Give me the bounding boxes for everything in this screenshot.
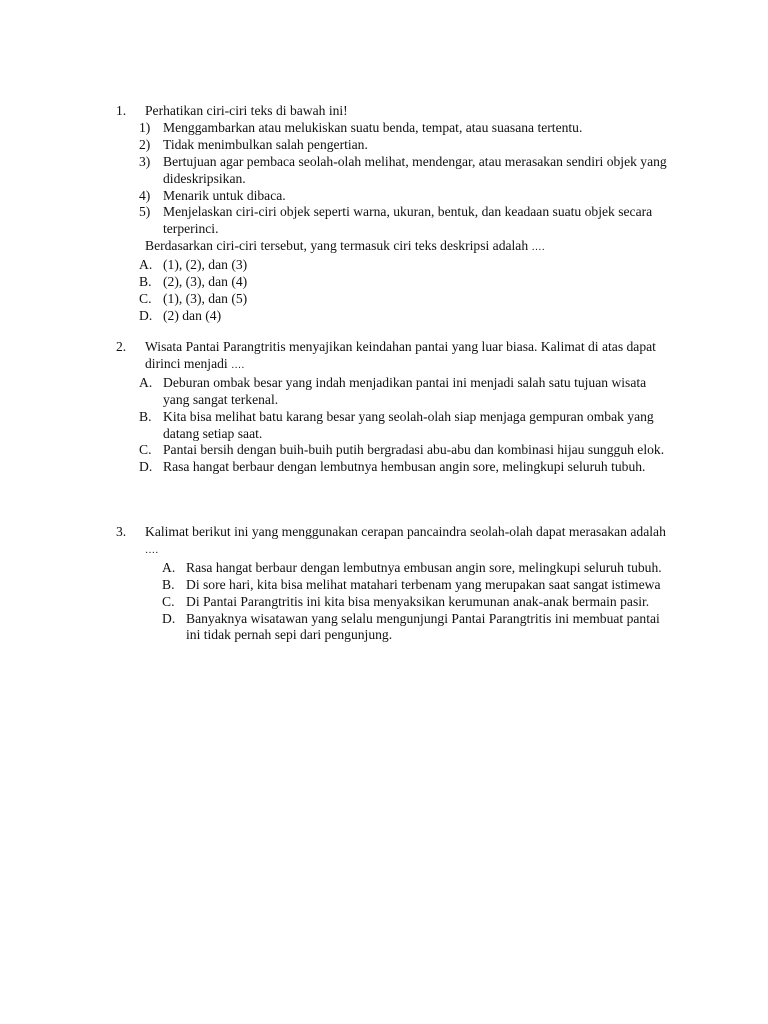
option-text: Rasa hangat berbaur dengan lembutnya hembusan angin sore, melingkupi seluruh tubuh. [163,459,646,475]
option-text: Pantai bersih dengan buih-buih putih bergradasi abu-abu dan kombinasi hijau sungguh elok. [163,442,665,458]
item-text: Menarik untuk dibaca. [163,187,286,203]
item-marker: 1) [139,119,151,135]
option-marker: D. [139,307,153,323]
option-marker: A. [162,559,176,575]
stem-ellipsis: …. [145,544,159,556]
question-1 [0,103,768,325]
answer-option[interactable] [0,291,768,308]
answer-option[interactable] [0,577,768,594]
option-marker: A. [139,374,153,390]
list-item [0,154,768,188]
question-3 [0,524,768,644]
question-stem [145,339,673,375]
item-marker: 2) [139,136,151,152]
answer-option[interactable] [0,442,768,459]
answer-option[interactable] [0,459,768,476]
list-item [0,188,768,205]
option-text: Rasa hangat berbaur dengan lembutnya embusan angin sore, melingkupi seluruh tubuh. [186,559,662,575]
option-marker: C. [139,442,152,458]
option-text: Di sore hari, kita bisa melihat matahari terbenam yang merupakan saat sangat istimewa [186,576,661,592]
option-marker: D. [162,610,176,626]
option-marker: A. [139,257,153,273]
option-text: Deburan ombak besar yang indah menjadikan pantai ini menjadi salah satu tujuan wisata yang sangat terkenal. [163,374,647,407]
stem-ellipsis: …. [231,359,245,371]
question-number: 3. [116,524,127,539]
question-2 [0,339,768,476]
option-text: (1), (2), dan (3) [163,257,248,273]
item-text: Tidak menimbulkan salah pengertian. [163,136,368,152]
option-text: Banyaknya wisatawan yang selalu mengunjungi Pantai Parangtritis ini membuat pantai ini tidak pernah sepi dari pengunjung. [186,610,660,643]
item-marker: 4) [139,187,151,203]
item-marker: 3) [139,153,151,169]
option-marker: C. [162,593,175,609]
option-marker: D. [139,459,153,475]
prompt-ellipsis: …. [531,242,546,254]
answer-option[interactable] [0,560,768,577]
option-marker: B. [162,576,175,592]
option-text: Kita bisa melihat batu karang besar yang seolah-olah siap menjaga gempuran ombak yang datang setiap saat. [163,408,654,441]
list-item [0,204,768,238]
option-marker: B. [139,274,152,290]
item-text: Bertujuan agar pembaca seolah-olah melihat, mendengar, atau merasakan sendiri objek yang dideskripsikan. [163,153,667,186]
answer-option[interactable] [0,308,768,325]
stem-text: Kalimat berikut ini yang menggunakan cerapan pancaindra seolah-olah dapat merasakan adalah [145,524,666,539]
option-text: (2) dan (4) [163,307,222,323]
prompt-text: Berdasarkan ciri-ciri tersebut, yang termasuk ciri teks deskripsi adalah [145,238,529,254]
stem-text: Wisata Pantai Parangtritis menyajikan keindahan pantai yang luar biasa. Kalimat di atas dapat dirinci menjadi [145,339,656,371]
question-stem: Perhatikan ciri-ciri teks di bawah ini! [145,103,348,118]
option-text: (1), (3), dan (5) [163,290,248,306]
list-item [0,120,768,137]
question-number: 1. [116,103,127,118]
question-prompt [145,238,673,257]
item-marker: 5) [139,204,151,220]
list-item [0,137,768,154]
option-text: Di Pantai Parangtritis ini kita bisa menyaksikan kerumunan anak-anak bermain pasir. [186,593,650,609]
answer-option[interactable] [0,274,768,291]
answer-option[interactable] [0,375,768,409]
option-marker: B. [139,408,152,424]
answer-option[interactable] [0,611,768,645]
option-marker: C. [139,290,152,306]
answer-option[interactable] [0,594,768,611]
answer-option[interactable] [0,409,768,443]
item-text: Menjelaskan ciri-ciri objek seperti warna, ukuran, bentuk, dan keadaan suatu objek secara terperinci. [163,204,653,237]
item-text: Menggambarkan atau melukiskan suatu benda, tempat, atau suasana tertentu. [163,119,583,135]
option-text: (2), (3), dan (4) [163,274,248,290]
question-number: 2. [116,339,127,354]
answer-option[interactable] [0,257,768,274]
question-stem [145,524,673,560]
